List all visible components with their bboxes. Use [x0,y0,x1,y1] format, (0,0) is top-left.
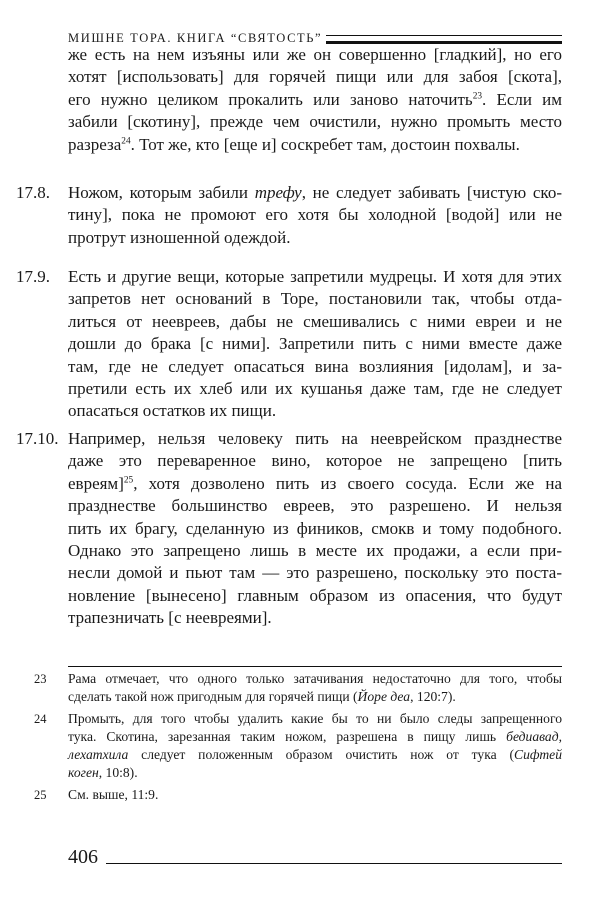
paragraph-wrapper [68,44,562,156]
italic-term: Сифтей [514,747,562,762]
text-run: , [558,729,562,744]
text-run: Например, нельзя человеку пить на нееврейском празднестве [68,429,562,448]
text-line [68,450,562,472]
paragraph [16,182,562,249]
text-line [68,518,562,540]
text-line [68,585,562,607]
text-run: несли домой и пьют там — это разрешено, поскольку это поста- [68,563,562,583]
text-run: опасаться остатков их пищи. [68,401,277,421]
text-line [68,288,562,310]
text-run: разреза [68,134,122,154]
italic-term: лехатхила [68,747,129,762]
paragraph-wrapper [16,428,562,630]
footnotes [34,670,562,808]
footnote-ref[interactable]: 25 [123,475,134,486]
paragraph-number: 17.8. [16,183,50,202]
footnote [34,670,562,706]
text-line [68,227,562,249]
paragraph [68,44,562,156]
text-run: сделать такой нож пригодным для горячей пищи ( [68,689,358,704]
text-line [68,356,562,378]
text-line [68,204,562,226]
footnote-number: 24 [34,712,47,726]
text-line [68,688,562,706]
text-line [68,378,562,400]
text-line [68,562,562,584]
text-line [68,89,562,111]
paragraph-number: 17.9. [16,267,50,286]
text-line [68,111,562,133]
footnote-rule [68,666,562,667]
text-line [68,670,562,688]
text-run: Промыть, для того чтобы удалить какие бы то ни было следы запрещенного [68,711,562,726]
paragraph [16,428,562,630]
text-run: . Тот же, кто [еще и] соскребет там, достоин похвалы. [130,134,520,154]
text-line [68,786,562,804]
running-header-title: МИШНЕ ТОРА. КНИГА “СВЯТОСТЬ” [68,30,323,45]
text-line [68,746,562,764]
text-run: См. выше, 11:9. [68,787,159,802]
italic-term: трефу [254,183,302,202]
header-rule [326,35,562,44]
text-line [68,728,562,746]
italic-term: бедиавад [506,729,559,744]
text-run: празднестве большинство евреев, это разрешено. И нельзя [68,496,562,516]
text-run: хотят [использовать] для горячей пищи или для забоя [скота], [68,67,562,87]
text-run: . Если им [482,89,563,109]
text-line [68,607,562,629]
text-line [68,333,562,355]
text-run: Рама отмечает, что одного только затачивания недостаточно для того, чтобы [68,671,562,686]
text-run: , не следует забивать [чистую ско- [301,183,562,202]
text-run: дошли до брака [с ними]. Запретили пить с ними вместе даже [68,334,562,354]
text-run: же есть на нем изъяны или же он совершенно [гладкий], но его [68,45,562,64]
italic-term: Йоре деа [357,689,411,704]
paragraph-wrapper [16,266,562,423]
text-run: евреям] [68,473,124,493]
footnote-number: 25 [34,788,47,802]
text-run: даже это переваренное вино, которое не запрещено [пить [68,451,562,471]
text-run: , 120:7). [410,689,456,704]
text-run: следует положенным образом очистить нож от тука ( [128,747,515,762]
paragraph-number: 17.10. [16,429,59,448]
footnote-ref[interactable]: 24 [121,135,131,146]
text-run: претили есть их хлеб или их кушанья даже там, где не следует [68,379,562,399]
footnote [34,786,562,804]
footnote-number: 23 [34,672,47,686]
text-line [68,311,562,333]
text-run: Ножом, которым забили [68,183,255,202]
text-run: литься от неевреев, дабы не смешивались с ними евреи и не [68,311,562,331]
text-run: Есть и другие вещи, которые запретили мудрецы. И хотя для этих [68,267,562,286]
text-run: протрут изношенной одеждой. [68,227,291,247]
text-run: , хотя дозволено пить из своего сосуда. Если же на [133,473,562,493]
text-line [68,764,562,782]
italic-term: коген [68,765,99,780]
text-line [68,66,562,88]
text-line [68,428,562,450]
footnote [34,710,562,782]
text-line [68,473,562,495]
text-run: запретов нет оснований в Торе, постановили так, чтобы отда- [68,289,562,309]
text-run: тука. Скотина, зарезанная таким ножом, разрешена в пищу лишь [68,729,507,744]
text-line [68,400,562,422]
paragraph-wrapper [16,182,562,249]
text-line [68,182,562,204]
text-line [68,266,562,288]
text-line [68,134,562,156]
text-line [68,710,562,728]
text-run: пить их брагу, сделанную из фиников, смокв и тому подобного. [68,518,562,538]
text-run: Однако это запрещено лишь в месте их продажи, а если при- [68,541,562,561]
text-run: там, где не следует опасаться вина возлияния [идолам], и за- [68,356,562,376]
text-run: трапезничать [с неевреями]. [68,608,272,628]
text-line [68,540,562,562]
text-line [68,495,562,517]
page-number: 406 [68,846,98,868]
text-run: , 10:8). [98,765,138,780]
paragraph [16,266,562,423]
text-run: новление [вынесено] главным образом из опасения, что будут [68,585,562,605]
text-line [68,44,562,66]
text-run: его нужно целиком прокалить или заново наточить [68,89,473,109]
footnote-ref[interactable]: 23 [472,91,483,102]
text-run: тину], пока не промоют его хотя бы холодной [водой] или не [68,205,562,225]
footer-rule [106,863,562,864]
text-run: забили [скотину], прежде чем очистили, нужно промыть место [68,112,562,132]
page-footer [68,846,562,868]
